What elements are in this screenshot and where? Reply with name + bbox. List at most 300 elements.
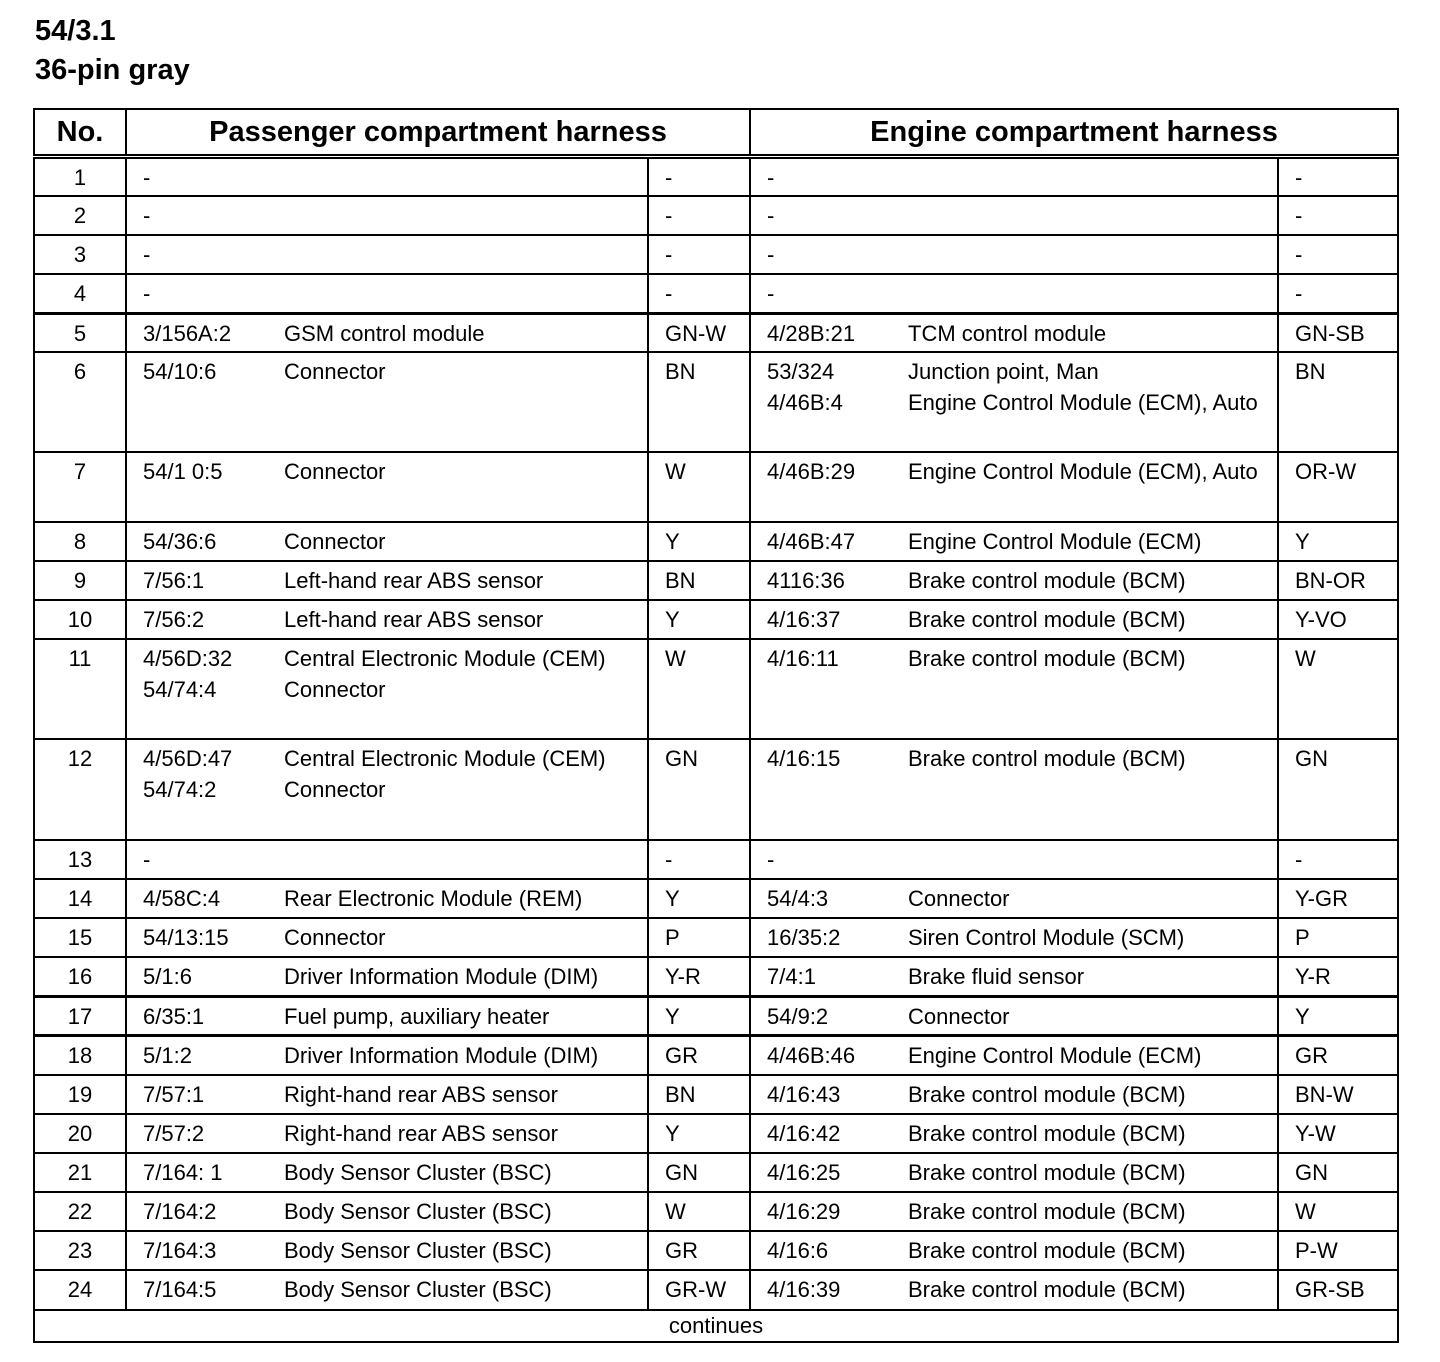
- connection-code: -: [143, 280, 151, 306]
- table-row: [34, 739, 1398, 839]
- connection-entry: [143, 357, 647, 388]
- connection-code: 54/74:4: [143, 676, 217, 702]
- engine-wire-color: GN-SB: [1278, 313, 1398, 352]
- pin-number: 23: [34, 1231, 126, 1270]
- connection-entry: [143, 566, 647, 597]
- connection-description: [908, 240, 1277, 271]
- connection-code: 7/57:1: [143, 1081, 205, 1107]
- connection-entry: [767, 279, 1277, 310]
- passenger-connection: [126, 957, 648, 996]
- connection-description: Left-hand rear ABS sensor: [284, 567, 544, 593]
- pin-number: 3: [34, 235, 126, 274]
- connection-description: [908, 163, 1277, 194]
- connection-code: 16/35:2: [767, 925, 841, 951]
- table-row: [34, 157, 1398, 196]
- pin-number: 22: [34, 1192, 126, 1231]
- engine-wire-color: P: [1278, 918, 1398, 957]
- connection-entry: [767, 744, 1277, 775]
- pin-number: 5: [34, 313, 126, 352]
- connection-entry: [767, 923, 1277, 954]
- pin-number: 4: [34, 274, 126, 313]
- connection-code: 4/16:43: [767, 1081, 841, 1107]
- connection-entry: [767, 457, 1277, 488]
- table-row: [34, 1192, 1398, 1231]
- connection-description: Central Electronic Module (CEM): [284, 746, 606, 772]
- footer-row: [34, 1310, 1398, 1343]
- engine-wire-color: W: [1278, 1192, 1398, 1231]
- connection-description: Brake control module (BCM): [908, 1277, 1186, 1303]
- connection-entry: [767, 1041, 1277, 1072]
- passenger-connection: [126, 1231, 648, 1270]
- connection-description: Brake control module (BCM): [908, 1238, 1186, 1264]
- connection-entry: [143, 775, 647, 806]
- pin-number: 15: [34, 918, 126, 957]
- table-row: [34, 918, 1398, 957]
- passenger-wire-color: GR: [648, 1035, 750, 1074]
- pin-number: 14: [34, 879, 126, 918]
- connection-description: Brake fluid sensor: [908, 964, 1085, 990]
- pin-number: 2: [34, 196, 126, 235]
- connection-entry: [143, 923, 647, 954]
- connection-entry: [143, 201, 647, 232]
- table-body: [34, 157, 1398, 1310]
- connection-description: Body Sensor Cluster (BSC): [284, 1198, 552, 1224]
- connection-code: 4/56D:47: [143, 746, 233, 772]
- passenger-wire-color: GN-W: [648, 313, 750, 352]
- passenger-wire-color: BN: [648, 352, 750, 452]
- engine-wire-color: GR: [1278, 1035, 1398, 1074]
- passenger-connection: [126, 274, 648, 313]
- connection-code: 54/10:6: [143, 359, 217, 385]
- connection-entry: [143, 1158, 647, 1189]
- connection-entry: [767, 319, 1277, 350]
- engine-connection: [750, 235, 1278, 274]
- table-row: [34, 561, 1398, 600]
- engine-connection: [750, 840, 1278, 879]
- engine-connection: [750, 274, 1278, 313]
- engine-connection: [750, 522, 1278, 561]
- connection-description: Fuel pump, auxiliary heater: [284, 1003, 550, 1029]
- engine-wire-color: OR-W: [1278, 452, 1398, 521]
- connection-code: 54/9:2: [767, 1003, 829, 1029]
- passenger-wire-color: -: [648, 196, 750, 235]
- connection-description: Driver Information Module (DIM): [284, 964, 599, 990]
- engine-wire-color: P-W: [1278, 1231, 1398, 1270]
- connection-code: -: [143, 846, 151, 872]
- connection-code: 5/1:6: [143, 964, 192, 990]
- connection-code: -: [767, 241, 775, 267]
- connection-code: 4/16:15: [767, 746, 841, 772]
- passenger-wire-color: -: [648, 235, 750, 274]
- connection-entry: [143, 527, 647, 558]
- connection-entry: [143, 845, 647, 876]
- engine-connection: [750, 996, 1278, 1035]
- passenger-wire-color: GN: [648, 1153, 750, 1192]
- connection-description: Right-hand rear ABS sensor: [284, 1081, 558, 1107]
- connection-entry: [143, 457, 647, 488]
- passenger-connection: [126, 1035, 648, 1074]
- connection-entry: [767, 644, 1277, 675]
- table-row: [34, 957, 1398, 996]
- connection-description: [284, 240, 647, 271]
- engine-wire-color: GR-SB: [1278, 1270, 1398, 1309]
- pin-number: 24: [34, 1270, 126, 1309]
- passenger-wire-color: W: [648, 1192, 750, 1231]
- connection-code: 54/74:2: [143, 776, 217, 802]
- connection-entry: [143, 1275, 647, 1306]
- engine-connection: [750, 1192, 1278, 1231]
- engine-wire-color: GN: [1278, 1153, 1398, 1192]
- passenger-wire-color: Y-R: [648, 957, 750, 996]
- engine-wire-color: W: [1278, 639, 1398, 739]
- connection-entry: [767, 1158, 1277, 1189]
- connection-description: Engine Control Module (ECM): [908, 528, 1202, 554]
- engine-wire-color: BN-W: [1278, 1075, 1398, 1114]
- column-header-no: No.: [34, 109, 126, 157]
- pin-number: 12: [34, 739, 126, 839]
- connection-description: Driver Information Module (DIM): [284, 1042, 599, 1068]
- connection-code: 4/46B:29: [767, 459, 856, 485]
- passenger-wire-color: Y: [648, 996, 750, 1035]
- table-row: [34, 879, 1398, 918]
- passenger-connection: [126, 313, 648, 352]
- connection-entry: [767, 962, 1277, 993]
- pin-number: 11: [34, 639, 126, 739]
- passenger-connection: [126, 1153, 648, 1192]
- passenger-wire-color: Y: [648, 1114, 750, 1153]
- engine-wire-color: Y: [1278, 522, 1398, 561]
- table-row: [34, 1231, 1398, 1270]
- connection-description: [908, 279, 1277, 310]
- passenger-wire-color: W: [648, 639, 750, 739]
- passenger-connection: [126, 1075, 648, 1114]
- pin-table: [33, 108, 1399, 1343]
- engine-wire-color: Y-W: [1278, 1114, 1398, 1153]
- connection-entry: [143, 163, 647, 194]
- table-header-row: [34, 109, 1398, 157]
- passenger-connection: [126, 1192, 648, 1231]
- connection-entry: [767, 605, 1277, 636]
- connection-entry: [143, 279, 647, 310]
- connection-code: 54/13:15: [143, 925, 229, 951]
- engine-wire-color: -: [1278, 157, 1398, 196]
- connection-description: Connector: [284, 676, 386, 702]
- pin-number: 8: [34, 522, 126, 561]
- pin-number: 19: [34, 1075, 126, 1114]
- connection-entry: [143, 744, 647, 775]
- connection-entry: [767, 388, 1277, 419]
- passenger-wire-color: BN: [648, 1075, 750, 1114]
- connection-entry: [143, 1080, 647, 1111]
- connection-description: [284, 279, 647, 310]
- passenger-wire-color: P: [648, 918, 750, 957]
- connection-entry: [767, 163, 1277, 194]
- connection-entry: [143, 1197, 647, 1228]
- table-row: [34, 1075, 1398, 1114]
- connection-description: [284, 201, 647, 232]
- connection-code: 4116:36: [767, 567, 845, 593]
- passenger-wire-color: -: [648, 840, 750, 879]
- passenger-wire-color: GN: [648, 739, 750, 839]
- connection-code: -: [767, 202, 775, 228]
- table-row: [34, 313, 1398, 352]
- connection-code: 7/164:5: [143, 1277, 217, 1303]
- connection-description: Brake control module (BCM): [908, 1198, 1186, 1224]
- connection-description: Engine Control Module (ECM): [908, 1042, 1202, 1068]
- connection-entry: [767, 240, 1277, 271]
- connection-entry: [767, 201, 1277, 232]
- passenger-wire-color: W: [648, 452, 750, 521]
- connection-description: [284, 163, 647, 194]
- pin-number: 7: [34, 452, 126, 521]
- connection-entry: [767, 1197, 1277, 1228]
- passenger-connection: [126, 840, 648, 879]
- connection-description: Brake control module (BCM): [908, 1159, 1186, 1185]
- engine-connection: [750, 600, 1278, 639]
- connection-entry: [143, 1236, 647, 1267]
- connection-code: 54/4:3: [767, 885, 829, 911]
- pin-number: 13: [34, 840, 126, 879]
- pin-number: 18: [34, 1035, 126, 1074]
- connection-description: Brake control module (BCM): [908, 1081, 1186, 1107]
- engine-wire-color: BN: [1278, 352, 1398, 452]
- pin-number: 17: [34, 996, 126, 1035]
- engine-connection: [750, 157, 1278, 196]
- pin-number: 20: [34, 1114, 126, 1153]
- passenger-connection: [126, 235, 648, 274]
- passenger-connection: [126, 1270, 648, 1309]
- connection-entry: [767, 566, 1277, 597]
- engine-connection: [750, 1114, 1278, 1153]
- connection-description: Connector: [908, 885, 1010, 911]
- table-row: [34, 1270, 1398, 1309]
- connection-code: 4/56D:32: [143, 646, 233, 672]
- connection-description: [908, 845, 1277, 876]
- connection-description: Siren Control Module (SCM): [908, 925, 1185, 951]
- connection-code: 54/36:6: [143, 528, 217, 554]
- engine-wire-color: BN-OR: [1278, 561, 1398, 600]
- connection-code: 4/16:6: [767, 1238, 829, 1264]
- connection-code: 4/16:37: [767, 606, 841, 632]
- connection-code: 4/16:42: [767, 1120, 841, 1146]
- connection-code: 5/1:2: [143, 1042, 192, 1068]
- connection-description: Connector: [284, 528, 386, 554]
- connection-code: 4/58C:4: [143, 885, 221, 911]
- engine-wire-color: Y-R: [1278, 957, 1398, 996]
- connection-code: 4/46B:46: [767, 1042, 856, 1068]
- passenger-connection: [126, 879, 648, 918]
- connection-description: [908, 201, 1277, 232]
- table-row: [34, 996, 1398, 1035]
- engine-connection: [750, 1153, 1278, 1192]
- connection-entry: [143, 884, 647, 915]
- connection-code: 4/28B:21: [767, 320, 856, 346]
- pin-number: 10: [34, 600, 126, 639]
- engine-connection: [750, 1231, 1278, 1270]
- connection-description: Brake control module (BCM): [908, 567, 1186, 593]
- connection-description: Connector: [284, 925, 386, 951]
- passenger-wire-color: -: [648, 157, 750, 196]
- connection-code: 6/35:1: [143, 1003, 205, 1029]
- connection-description: Brake control module (BCM): [908, 746, 1186, 772]
- table-row: [34, 522, 1398, 561]
- passenger-connection: [126, 600, 648, 639]
- connection-description: Connector: [284, 776, 386, 802]
- connection-entry: [143, 675, 647, 706]
- connection-description: Brake control module (BCM): [908, 646, 1186, 672]
- engine-wire-color: Y: [1278, 996, 1398, 1035]
- engine-wire-color: -: [1278, 196, 1398, 235]
- passenger-connection: [126, 452, 648, 521]
- passenger-connection: [126, 522, 648, 561]
- table-row: [34, 639, 1398, 739]
- continues-note: continues: [34, 1310, 1398, 1343]
- passenger-connection: [126, 996, 648, 1035]
- connection-code: -: [143, 241, 151, 267]
- connection-code: -: [767, 846, 775, 872]
- connector-description: 36-pin gray: [35, 54, 190, 86]
- pin-number: 1: [34, 157, 126, 196]
- connection-code: 54/1 0:5: [143, 459, 223, 485]
- engine-connection: [750, 1270, 1278, 1309]
- table-row: [34, 1153, 1398, 1192]
- passenger-connection: [126, 639, 648, 739]
- pin-number: 16: [34, 957, 126, 996]
- connection-code: -: [143, 202, 151, 228]
- pin-number: 9: [34, 561, 126, 600]
- passenger-connection: [126, 918, 648, 957]
- connection-description: Engine Control Module (ECM), Auto: [908, 459, 1258, 485]
- connection-description: Junction point, Man: [908, 359, 1099, 385]
- passenger-wire-color: BN: [648, 561, 750, 600]
- engine-connection: [750, 1075, 1278, 1114]
- table-row: [34, 1035, 1398, 1074]
- table-row: [34, 1114, 1398, 1153]
- connection-entry: [767, 357, 1277, 388]
- column-header-engine: Engine compartment harness: [750, 109, 1398, 157]
- pin-number: 6: [34, 352, 126, 452]
- passenger-wire-color: Y: [648, 522, 750, 561]
- connection-description: Connector: [908, 1003, 1010, 1029]
- engine-connection: [750, 352, 1278, 452]
- passenger-wire-color: Y: [648, 879, 750, 918]
- connection-entry: [143, 605, 647, 636]
- connection-description: Connector: [284, 359, 386, 385]
- connection-description: Engine Control Module (ECM), Auto: [908, 389, 1258, 415]
- connection-description: GSM control module: [284, 320, 485, 346]
- connection-code: 4/16:39: [767, 1277, 841, 1303]
- connection-entry: [143, 962, 647, 993]
- connection-code: 4/46B:4: [767, 389, 843, 415]
- connection-code: -: [767, 280, 775, 306]
- connection-code: 7/57:2: [143, 1120, 205, 1146]
- engine-connection: [750, 918, 1278, 957]
- connection-description: Brake control module (BCM): [908, 606, 1186, 632]
- connection-code: -: [767, 165, 775, 190]
- table-row: [34, 235, 1398, 274]
- connection-code: 4/16:11: [767, 646, 839, 672]
- table-row: [34, 840, 1398, 879]
- engine-connection: [750, 957, 1278, 996]
- engine-wire-color: -: [1278, 274, 1398, 313]
- connection-entry: [143, 644, 647, 675]
- connection-description: Right-hand rear ABS sensor: [284, 1120, 558, 1146]
- passenger-connection: [126, 352, 648, 452]
- column-header-passenger: Passenger compartment harness: [126, 109, 750, 157]
- engine-connection: [750, 452, 1278, 521]
- engine-wire-color: GN: [1278, 739, 1398, 839]
- connection-description: Rear Electronic Module (REM): [284, 885, 583, 911]
- engine-connection: [750, 196, 1278, 235]
- connection-entry: [767, 845, 1277, 876]
- connection-description: Body Sensor Cluster (BSC): [284, 1277, 552, 1303]
- passenger-connection: [126, 196, 648, 235]
- connection-description: Body Sensor Cluster (BSC): [284, 1238, 552, 1264]
- connector-id: 54/3.1: [35, 15, 116, 47]
- connection-entry: [767, 1080, 1277, 1111]
- connection-entry: [767, 1236, 1277, 1267]
- passenger-wire-color: -: [648, 274, 750, 313]
- engine-connection: [750, 879, 1278, 918]
- engine-wire-color: Y-VO: [1278, 600, 1398, 639]
- engine-connection: [750, 313, 1278, 352]
- engine-wire-color: Y-GR: [1278, 879, 1398, 918]
- connection-code: 7/4:1: [767, 964, 816, 990]
- connection-code: 7/164:3: [143, 1238, 217, 1264]
- connection-entry: [143, 319, 647, 350]
- connection-code: 3/156A:2: [143, 320, 232, 346]
- table-row: [34, 274, 1398, 313]
- connection-code: 53/324: [767, 359, 835, 385]
- engine-connection: [750, 739, 1278, 839]
- connection-description: Brake control module (BCM): [908, 1120, 1186, 1146]
- connection-code: 7/56:1: [143, 567, 205, 593]
- connection-code: 4/46B:47: [767, 528, 856, 554]
- connection-description: Body Sensor Cluster (BSC): [284, 1159, 552, 1185]
- passenger-wire-color: Y: [648, 600, 750, 639]
- connection-entry: [767, 884, 1277, 915]
- connection-description: [284, 845, 647, 876]
- connection-entry: [143, 240, 647, 271]
- connection-entry: [143, 1002, 647, 1033]
- connection-code: 7/164:2: [143, 1198, 217, 1224]
- connection-code: 7/56:2: [143, 606, 205, 632]
- table-row: [34, 196, 1398, 235]
- passenger-connection: [126, 157, 648, 196]
- engine-wire-color: -: [1278, 840, 1398, 879]
- connection-description: Connector: [284, 459, 386, 485]
- connection-description: TCM control module: [908, 320, 1107, 346]
- engine-wire-color: -: [1278, 235, 1398, 274]
- connection-code: 4/16:25: [767, 1159, 841, 1185]
- engine-connection: [750, 561, 1278, 600]
- connection-entry: [767, 1119, 1277, 1150]
- passenger-connection: [126, 561, 648, 600]
- passenger-wire-color: GR-W: [648, 1270, 750, 1309]
- table-row: [34, 452, 1398, 521]
- connection-code: -: [143, 165, 151, 190]
- table-row: [34, 352, 1398, 452]
- passenger-connection: [126, 739, 648, 839]
- engine-connection: [750, 1035, 1278, 1074]
- connection-entry: [143, 1119, 647, 1150]
- connection-entry: [767, 527, 1277, 558]
- passenger-wire-color: GR: [648, 1231, 750, 1270]
- engine-connection: [750, 639, 1278, 739]
- connection-description: Left-hand rear ABS sensor: [284, 606, 544, 632]
- connection-code: 7/164: 1: [143, 1159, 223, 1185]
- passenger-connection: [126, 1114, 648, 1153]
